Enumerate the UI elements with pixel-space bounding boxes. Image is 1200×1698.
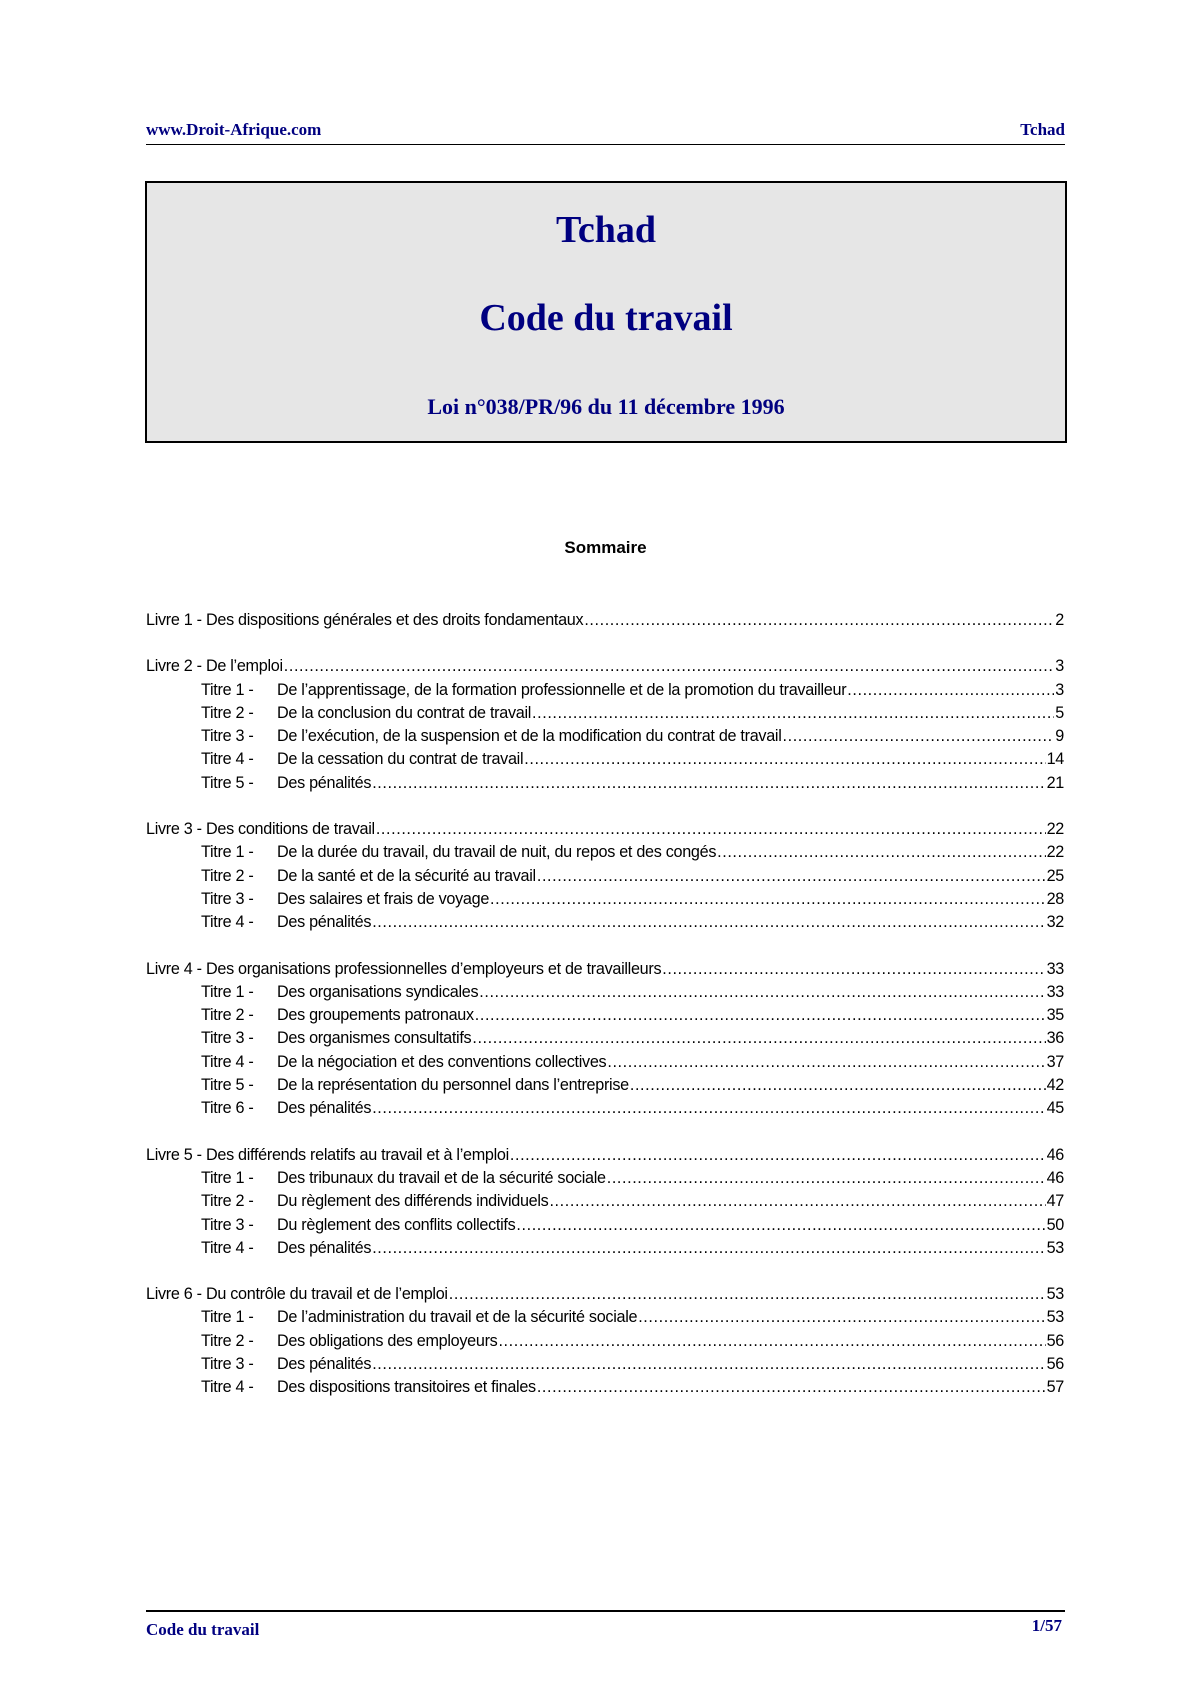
toc-page-number: 14 bbox=[1046, 750, 1064, 769]
toc-leader-dots bbox=[662, 958, 1045, 981]
toc-titre-entry[interactable] bbox=[146, 911, 1064, 934]
toc-titre-number: Titre 2 - bbox=[201, 1331, 254, 1350]
footer-page-number: 1/57 bbox=[1031, 1616, 1062, 1635]
toc-titre-number: Titre 1 - bbox=[201, 1308, 254, 1327]
document-country: Tchad bbox=[556, 209, 656, 251]
toc-titre-entry[interactable] bbox=[146, 1051, 1064, 1074]
toc-titre-label: Du règlement des différends individuels bbox=[277, 1192, 549, 1211]
toc-titre-label: Des salaires et frais de voyage bbox=[277, 889, 490, 908]
toc-titre-entry[interactable] bbox=[146, 702, 1064, 725]
toc-titre-label: Des tribunaux du travail et de la sécurité sociale bbox=[277, 1168, 606, 1187]
toc-leader-dots bbox=[783, 725, 1055, 748]
toc-titre-entry[interactable] bbox=[146, 748, 1064, 771]
toc-page-number: 36 bbox=[1046, 1029, 1064, 1048]
toc-page-number: 35 bbox=[1046, 1006, 1064, 1025]
toc-page-number: 50 bbox=[1046, 1215, 1064, 1234]
toc-leader-dots bbox=[607, 1167, 1046, 1190]
toc-page-number: 22 bbox=[1046, 820, 1064, 839]
toc-titre-number: Titre 3 - bbox=[201, 1355, 254, 1374]
toc-leader-dots bbox=[532, 702, 1054, 725]
toc-titre-label: Des obligations des employeurs bbox=[277, 1331, 498, 1350]
toc-livre-entry[interactable] bbox=[146, 818, 1064, 841]
toc-page-number: 42 bbox=[1046, 1076, 1064, 1095]
toc-titre-entry[interactable] bbox=[146, 1027, 1064, 1050]
toc-titre-entry[interactable] bbox=[146, 1004, 1064, 1027]
toc-livre-group bbox=[146, 958, 1064, 1121]
toc-page-number: 21 bbox=[1046, 773, 1064, 792]
toc-page-number: 53 bbox=[1046, 1308, 1064, 1327]
toc-leader-dots bbox=[475, 1004, 1046, 1027]
toc-titre-number: Titre 1 - bbox=[201, 680, 254, 699]
toc-titre-entry[interactable] bbox=[146, 1376, 1064, 1399]
toc-page-number: 37 bbox=[1046, 1052, 1064, 1071]
toc-leader-dots bbox=[472, 1027, 1045, 1050]
toc-titre-number: Titre 5 - bbox=[201, 773, 254, 792]
toc-titre-entry[interactable] bbox=[146, 981, 1064, 1004]
toc-page-number: 45 bbox=[1046, 1099, 1064, 1118]
toc-titre-number: Titre 2 - bbox=[201, 703, 254, 722]
toc-leader-dots bbox=[516, 1214, 1045, 1237]
toc-titre-label: Des groupements patronaux bbox=[277, 1006, 474, 1025]
footer-document-name: Code du travail bbox=[146, 1620, 260, 1639]
toc-livre-entry[interactable] bbox=[146, 1283, 1064, 1306]
toc-titre-label: De la négociation et des conventions collectives bbox=[277, 1052, 607, 1071]
toc-titre-entry[interactable] bbox=[146, 1190, 1064, 1213]
toc-titre-entry[interactable] bbox=[146, 1074, 1064, 1097]
toc-livre-entry[interactable] bbox=[146, 958, 1064, 981]
toc-titre-label: Des pénalités bbox=[277, 1355, 372, 1374]
toc-titre-entry[interactable] bbox=[146, 1330, 1064, 1353]
toc-livre-group bbox=[146, 609, 1064, 632]
toc-titre-label: Des pénalités bbox=[277, 1238, 372, 1257]
document-title: Code du travail bbox=[479, 297, 733, 339]
toc-titre-entry[interactable] bbox=[146, 1237, 1064, 1260]
toc-livre-group bbox=[146, 1144, 1064, 1260]
toc-titre-number: Titre 1 - bbox=[201, 843, 254, 862]
toc-leader-dots bbox=[717, 841, 1045, 864]
toc-titre-label: De la conclusion du contrat de travail bbox=[277, 703, 532, 722]
toc-page-number: 56 bbox=[1046, 1331, 1064, 1350]
toc-titre-number: Titre 1 - bbox=[201, 1168, 254, 1187]
toc-titre-label: De l’administration du travail et de la sécurité sociale bbox=[277, 1308, 638, 1327]
toc-leader-dots bbox=[372, 1353, 1045, 1376]
toc-livre-entry[interactable] bbox=[146, 609, 1064, 632]
toc-leader-dots bbox=[498, 1330, 1045, 1353]
page-header bbox=[146, 118, 1065, 145]
toc-page-number: 22 bbox=[1046, 843, 1064, 862]
toc-titre-label: De la représentation du personnel dans l’entreprise bbox=[277, 1076, 629, 1095]
toc-titre-number: Titre 2 - bbox=[201, 866, 254, 885]
toc-page-number: 28 bbox=[1046, 889, 1064, 908]
toc-titre-entry[interactable] bbox=[146, 679, 1064, 702]
toc-livre-label: Livre 2 - De l’emploi bbox=[146, 657, 283, 676]
toc-page-number: 53 bbox=[1046, 1285, 1064, 1304]
toc-page-number: 57 bbox=[1046, 1378, 1064, 1397]
toc-titre-number: Titre 4 - bbox=[201, 1238, 254, 1257]
toc-titre-entry[interactable] bbox=[146, 725, 1064, 748]
toc-titre-entry[interactable] bbox=[146, 1214, 1064, 1237]
toc-titre-entry[interactable] bbox=[146, 1353, 1064, 1376]
toc-titre-entry[interactable] bbox=[146, 865, 1064, 888]
toc-livre-group bbox=[146, 1283, 1064, 1399]
toc-leader-dots bbox=[630, 1074, 1046, 1097]
toc-titre-label: Du règlement des conflits collectifs bbox=[277, 1215, 516, 1234]
toc-livre-entry[interactable] bbox=[146, 1144, 1064, 1167]
toc-page-number: 46 bbox=[1046, 1145, 1064, 1164]
toc-titre-entry[interactable] bbox=[146, 1167, 1064, 1190]
toc-titre-entry[interactable] bbox=[146, 841, 1064, 864]
toc-titre-number: Titre 3 - bbox=[201, 1029, 254, 1048]
toc-titre-entry[interactable] bbox=[146, 772, 1064, 795]
toc-leader-dots bbox=[479, 981, 1045, 1004]
toc-page-number: 5 bbox=[1055, 703, 1064, 722]
toc-page-number: 3 bbox=[1055, 680, 1064, 699]
toc-livre-group bbox=[146, 818, 1064, 934]
toc-leader-dots bbox=[638, 1306, 1045, 1329]
toc-leader-dots bbox=[376, 818, 1046, 841]
toc-page-number: 3 bbox=[1055, 657, 1064, 676]
toc-leader-dots bbox=[607, 1051, 1045, 1074]
toc-titre-entry[interactable] bbox=[146, 1306, 1064, 1329]
toc-titre-number: Titre 4 - bbox=[201, 1378, 254, 1397]
toc-titre-entry[interactable] bbox=[146, 1097, 1064, 1120]
toc-livre-label: Livre 3 - Des conditions de travail bbox=[146, 820, 375, 839]
toc-page-number: 32 bbox=[1046, 913, 1064, 932]
toc-leader-dots bbox=[372, 1237, 1045, 1260]
summary-heading: Sommaire bbox=[564, 538, 647, 557]
toc-titre-number: Titre 3 - bbox=[201, 727, 254, 746]
page-footer bbox=[146, 1610, 1065, 1639]
toc-leader-dots bbox=[372, 1097, 1045, 1120]
title-box bbox=[145, 181, 1067, 443]
toc-titre-entry[interactable] bbox=[146, 888, 1064, 911]
toc-page-number: 33 bbox=[1046, 982, 1064, 1001]
toc-livre-label: Livre 1 - Des dispositions générales et des droits fondamentaux bbox=[146, 611, 584, 629]
toc-leader-dots bbox=[549, 1190, 1045, 1213]
toc-titre-label: De l’apprentissage, de la formation professionnelle et de la promotion du travailleur bbox=[277, 680, 847, 699]
toc-leader-dots bbox=[537, 865, 1046, 888]
toc-page-number: 46 bbox=[1046, 1168, 1064, 1187]
toc-page-number: 56 bbox=[1046, 1355, 1064, 1374]
toc-leader-dots bbox=[372, 772, 1045, 795]
header-website[interactable]: www.Droit-Afrique.com bbox=[146, 120, 322, 139]
toc-titre-number: Titre 3 - bbox=[201, 889, 254, 908]
toc-leader-dots bbox=[284, 655, 1055, 678]
toc-leader-dots bbox=[449, 1283, 1046, 1306]
header-country: Tchad bbox=[1020, 120, 1065, 139]
toc-titre-number: Titre 5 - bbox=[201, 1076, 254, 1095]
toc-titre-label: De la durée du travail, du travail de nuit, du repos et des congés bbox=[277, 843, 717, 862]
toc-titre-label: De la santé et de la sécurité au travail bbox=[277, 866, 536, 885]
toc-leader-dots bbox=[524, 748, 1045, 771]
toc-livre-label: Livre 6 - Du contrôle du travail et de l’emploi bbox=[146, 1285, 448, 1304]
toc-page-number: 47 bbox=[1046, 1192, 1064, 1211]
toc-page-number: 53 bbox=[1046, 1238, 1064, 1257]
toc-leader-dots bbox=[847, 679, 1054, 702]
toc-titre-number: Titre 4 - bbox=[201, 913, 254, 932]
toc-leader-dots bbox=[510, 1144, 1046, 1167]
toc-titre-number: Titre 1 - bbox=[201, 982, 254, 1001]
toc-titre-number: Titre 4 - bbox=[201, 1052, 254, 1071]
toc-page-number: 33 bbox=[1046, 959, 1064, 978]
toc-page-number: 2 bbox=[1055, 611, 1064, 629]
toc-page-number: 25 bbox=[1046, 866, 1064, 885]
toc-leader-dots bbox=[584, 609, 1054, 632]
toc-livre-group bbox=[146, 655, 1064, 795]
toc-titre-label: Des organisations syndicales bbox=[277, 982, 479, 1001]
toc-titre-label: Des pénalités bbox=[277, 913, 372, 932]
toc-leader-dots bbox=[537, 1376, 1046, 1399]
toc-titre-label: Des pénalités bbox=[277, 1099, 372, 1118]
toc-leader-dots bbox=[372, 911, 1045, 934]
toc-titre-label: De l’exécution, de la suspension et de la modification du contrat de travail bbox=[277, 727, 782, 746]
toc-livre-entry[interactable] bbox=[146, 655, 1064, 678]
toc-livre-label: Livre 5 - Des différends relatifs au travail et à l’emploi bbox=[146, 1145, 509, 1164]
table-of-contents bbox=[146, 609, 1064, 1423]
toc-titre-number: Titre 6 - bbox=[201, 1099, 254, 1118]
toc-leader-dots bbox=[490, 888, 1046, 911]
document-law-reference: Loi n°038/PR/96 du 11 décembre 1996 bbox=[427, 394, 785, 419]
toc-titre-number: Titre 2 - bbox=[201, 1006, 254, 1025]
toc-titre-label: Des organismes consultatifs bbox=[277, 1029, 472, 1048]
toc-titre-number: Titre 2 - bbox=[201, 1192, 254, 1211]
toc-titre-label: Des dispositions transitoires et finales bbox=[277, 1378, 536, 1397]
toc-page-number: 9 bbox=[1055, 727, 1064, 746]
toc-titre-label: Des pénalités bbox=[277, 773, 372, 792]
toc-livre-label: Livre 4 - Des organisations professionnelles d’employeurs et de travailleurs bbox=[146, 959, 662, 978]
toc-titre-number: Titre 3 - bbox=[201, 1215, 254, 1234]
toc-titre-number: Titre 4 - bbox=[201, 750, 254, 769]
toc-titre-label: De la cessation du contrat de travail bbox=[277, 750, 524, 769]
